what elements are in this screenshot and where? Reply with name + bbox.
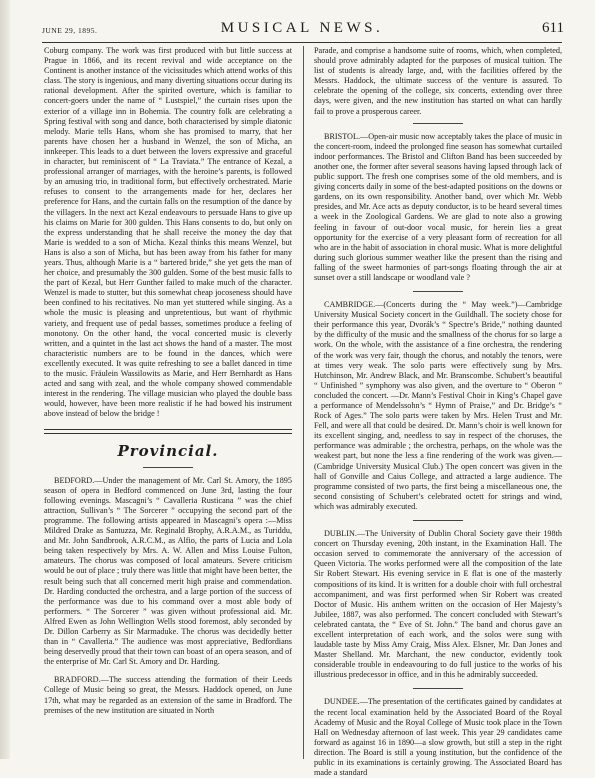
section-divider: [44, 429, 292, 434]
article-bedford: BEDFORD.—Under the management of Mr. Carl St. Amory, the 1895 season of opera in Bedford commenced on June 3rd, lasting the four following evenings. Mascagni’s “ Cavalleria Rusticana ” was the chief attraction, Sullivan’s “ The Sorcerer ” occupying the second part of the programme. The following artists appeared in Mascagni’s opera :—Miss Mildred Drake as Santuzza, Mr. Reginald Brophy, A.R.A.M., as Turiddu, and Mr. John Sandbrook, A.R.C.M., as Alfio, the parts of Lucia and Lola being taken respectively by Mrs. A. W. Allen and Miss Louise Fulton, amateurs. The chorus was composed of local amateurs. Severe criticism would be out of place ; truly there was little that might have been better, the result being such that all concerned merit high praise and commendation. Dr. Harding conducted the orchestra, and a large portion of the success of the performance was due to his command over a most able body of performers. “ The Sorcerer ” was given without professional aid. Mr. Alfred Ewen as John Wellington Wells stood foremost, ably seconded by Dr. Dillon Carberry as Sir Marmaduke. The chorus was decidedly better than in “ Cavalleria.” The audience was most appreciative, Bedfordians being deservedly proud that their town can boast of an opera season, and of the enterprise of Mr. Carl St. Amory and Dr. Harding.: [44, 475, 292, 667]
header-rule: [42, 42, 562, 43]
article-bristol: BRISTOL.—Open-air music now acceptably takes the place of music in the concert-room, indeed the prolonged fine season has somewhat curtailed indoor performances. The Bristol and Clifton Band has been succeeded by another one, the former after several seasons having lapsed through lack of public support. The fresh one comprises some of the old members, and is giving concerts daily in some of the best-adapted positions on the downs or gardens, on its own responsibility. Another band, over which Mr. Webb presides, and Mr. Ace acts as deputy conductor, is to be heard several times a week in the Zoological Gardens. We are glad to note also a growing feeling in favour of out-door vocal music, for herein lies a great opportunity for the exercise of a very pleasant form of recreation for all who are in the habit of association in choral music. What is more delightful during such glorious summer weather like the present than the rising and falling of the sweet harmonies of part-songs floating through the air at sunset over a still landscape or woodland vale ?: [314, 131, 562, 282]
article-dundee: DUNDEE.—The presentation of the certificates gained by candidates at the recent local examination held by the Associated Board of the Royal Academy of Music and the Royal College of Music took place in the Town Hall on Wednesday afternoon of last week. This year 29 candidates came forward as against 16 in 1890—a slow growth, but still a step in the right direction. The Board is still a young institution, but the confidence of the public in its examinations is certainly growing. The Associated Board has made a standard: [314, 697, 562, 778]
article-bradford: BRADFORD.—The success attending the formation of their Leeds College of Music being so great, the Messrs. Haddock opened, on June 17th, what may be regarded as an extension of the same in Bradford. The premises of the new institution are situated in North: [44, 675, 292, 715]
publication-title: MUSICAL NEWS.: [220, 20, 384, 36]
column-divider: [303, 46, 304, 759]
issue-date: JUNE 29, 1895.: [42, 26, 98, 35]
article-bradford-continued: Parade, and comprise a handsome suite of rooms, which, when completed, should prove admirably adapted for the purposes of musical tuition. The list of students is already large, and, with the facilities offered by the Messrs. Haddock, the ultimate success of the venture is assured. To celebrate the opening of the college, six concerts, extending over three days, were given, and the new institution has started on what can hardly fail to prove a prosperous career.: [314, 46, 562, 116]
page-binding-shadow: [0, 0, 10, 759]
article-dublin: DUBLIN.—The University of Dublin Choral Society gave their 198th concert on Thursday evening, 20th instant, in the Examination Hall. The occasion served to commemorate the anniversary of the accession of Queen Victoria. The works performed were all the composition of the late Sir Robert Stewart. His evening service in E flat is one of the masterly compositions of its kind. It is written for a double choir with full orchestral accompaniment, and was first performed when Sir Robert was created Doctor of Music. His anthem written on the occasion of Her Majesty’s Jubilee, 1887, was also performed. The concert concluded with Stewart’s celebrated cantata, the “ Eve of St. John.” The band and chorus gave an excellent interpretation of each work, and the solos were sung with laudable taste by Miss Amy Craig, Miss Alex. Elsner, Mr. Dan Jones and Master Shelland. Mr. Marchant, the new conductor, evidently took considerable trouble in endeavouring to do full justice to the works of his illustrious predecessor in office, and in this he admirably succeeded.: [314, 529, 562, 680]
page-number: 611: [542, 20, 564, 36]
article-separator: [413, 291, 463, 292]
article-separator: [413, 520, 463, 521]
heading-rule: [143, 467, 193, 468]
article-cambridge: CAMBRIDGE.—(Concerts during the “ May week.”)—Cambridge University Musical Society concert in the Guildhall. The society chose for their performance this year, Dvorák’s “ Spectre’s Bride,” nothing daunted by the difficulty of the music and the smallness of the chorus for so large a work. On the whole, with the assistance of a fine orchestra, the rendering of the work was very fair, though the chorus, and notably the tenors, were at times very weak. The solo parts were effectively sung by Mrs. Hutchinson, Mr. Andrew Black, and Mr. Branscombe. Schubert’s beautiful “ Unfinished ” symphony was also given, and the overture to “ Oberon ” concluded the concert. —Dr. Mann’s Festival Choir in King’s Chapel gave a performance of Mendelssohn’s “ Hymn of Praise,” and Dr. Bridge’s “ Rock of Ages.” The solo parts were taken by Mrs. Helen Trust and Mr. Fell, and were all that could be desired. Dr. Mann’s choir is well known for its excellent singing, and, needless to say in respect of the choruses, the performance was admirable ; the orchestra, perhaps, on the whole was the weakest part, but none the less a fine rendering of the work was given.—(Cambridge University Musical Club.) The open concert was given in the hall of Gonville and Caius College, and attracted a large audience. The programme consisted of two parts, the first being a miscellaneous one, the second consisting of Schubert’s celebrated octett for strings and wind, which was admirably executed.: [314, 300, 562, 511]
article-separator: [413, 123, 463, 124]
section-heading-provincial: Provincial.: [117, 442, 219, 461]
left-column: [44, 46, 292, 759]
article-separator: [413, 688, 463, 689]
right-column: [314, 46, 562, 778]
page-header: [42, 18, 562, 44]
opera-review-text: Coburg company. The work was first produced with but little success at Prague in 1866, and its recent revival and wide acceptance on the Continent is another instance of the vicissitudes which attend works of this class. The story is ingenious, and many diverting situations occur during its rational development. After the spirited overture, which is familiar to concert-goers under the name of “ Lustspiel,” the curtain rises upon the exterior of a village inn in Bohemia. The country folk are celebrating a Spring festival with song and dance, both characterised by simple diatonic melody. Marie tells Hans, whom she has promised to marry, that her parents have chosen her a husband in Wenzel, the son of Micha, an innkeeper. This leads to a duet between the lovers expressive and graceful in character, but reminiscent of “ La Traviata.” The entrance of Kezal, a professional arranger of marriages, with the heroine’s parents, is followed by an amusing trio, in traditional form, but effectively orchestrated. Marie refuses to consent to the arrangements made for her, declares her preference for Hans, and the curtain falls on the resumption of the dance by the villagers. In the next act Kezal endeavours to persuade Hans to give up his claims on Marie for 300 gulden. This Hans consents to do, but only on the express understanding that he shall receive the money the day that Marie is wedded to a son of Micha. Kezal thinks this means Wenzel, but Hans is also a son of Micha, but has been away from his father for many years. Thus, although Marie is a “ bartered bride,” she yet gets the man of her choice, and presumably the 300 gulden. Some of the best music falls to the part of Kezal, but Herr Gunther failed to make much of the character. Wenzel is made to stutter, but this somewhat cheap jocoseness should have been confined to his recitatives. No man yet stuttered while singing. As a whole the music is pleasing and unpretentious, but want of rhythmic variety, and frequent use of pedal basses, sometimes produce a feeling of monotony. On the other hand, the vocal concerted music is cleverly written, and a quintet in the last act shows the hand of a master. The most characteristic numbers are to be found in the dances, which were excellently executed. It was quite refreshing to see a ballet danced in time to the music. Fräulein Wassilowits as Marie, and Herr Bernhardt as Hans acted and sang with zeal, and the whole company showed commendable interest in the rendering. The village musician who played the double bass would, however, have been more realistic if he had bowed his instrument above instead of below the bridge !: [44, 46, 292, 419]
